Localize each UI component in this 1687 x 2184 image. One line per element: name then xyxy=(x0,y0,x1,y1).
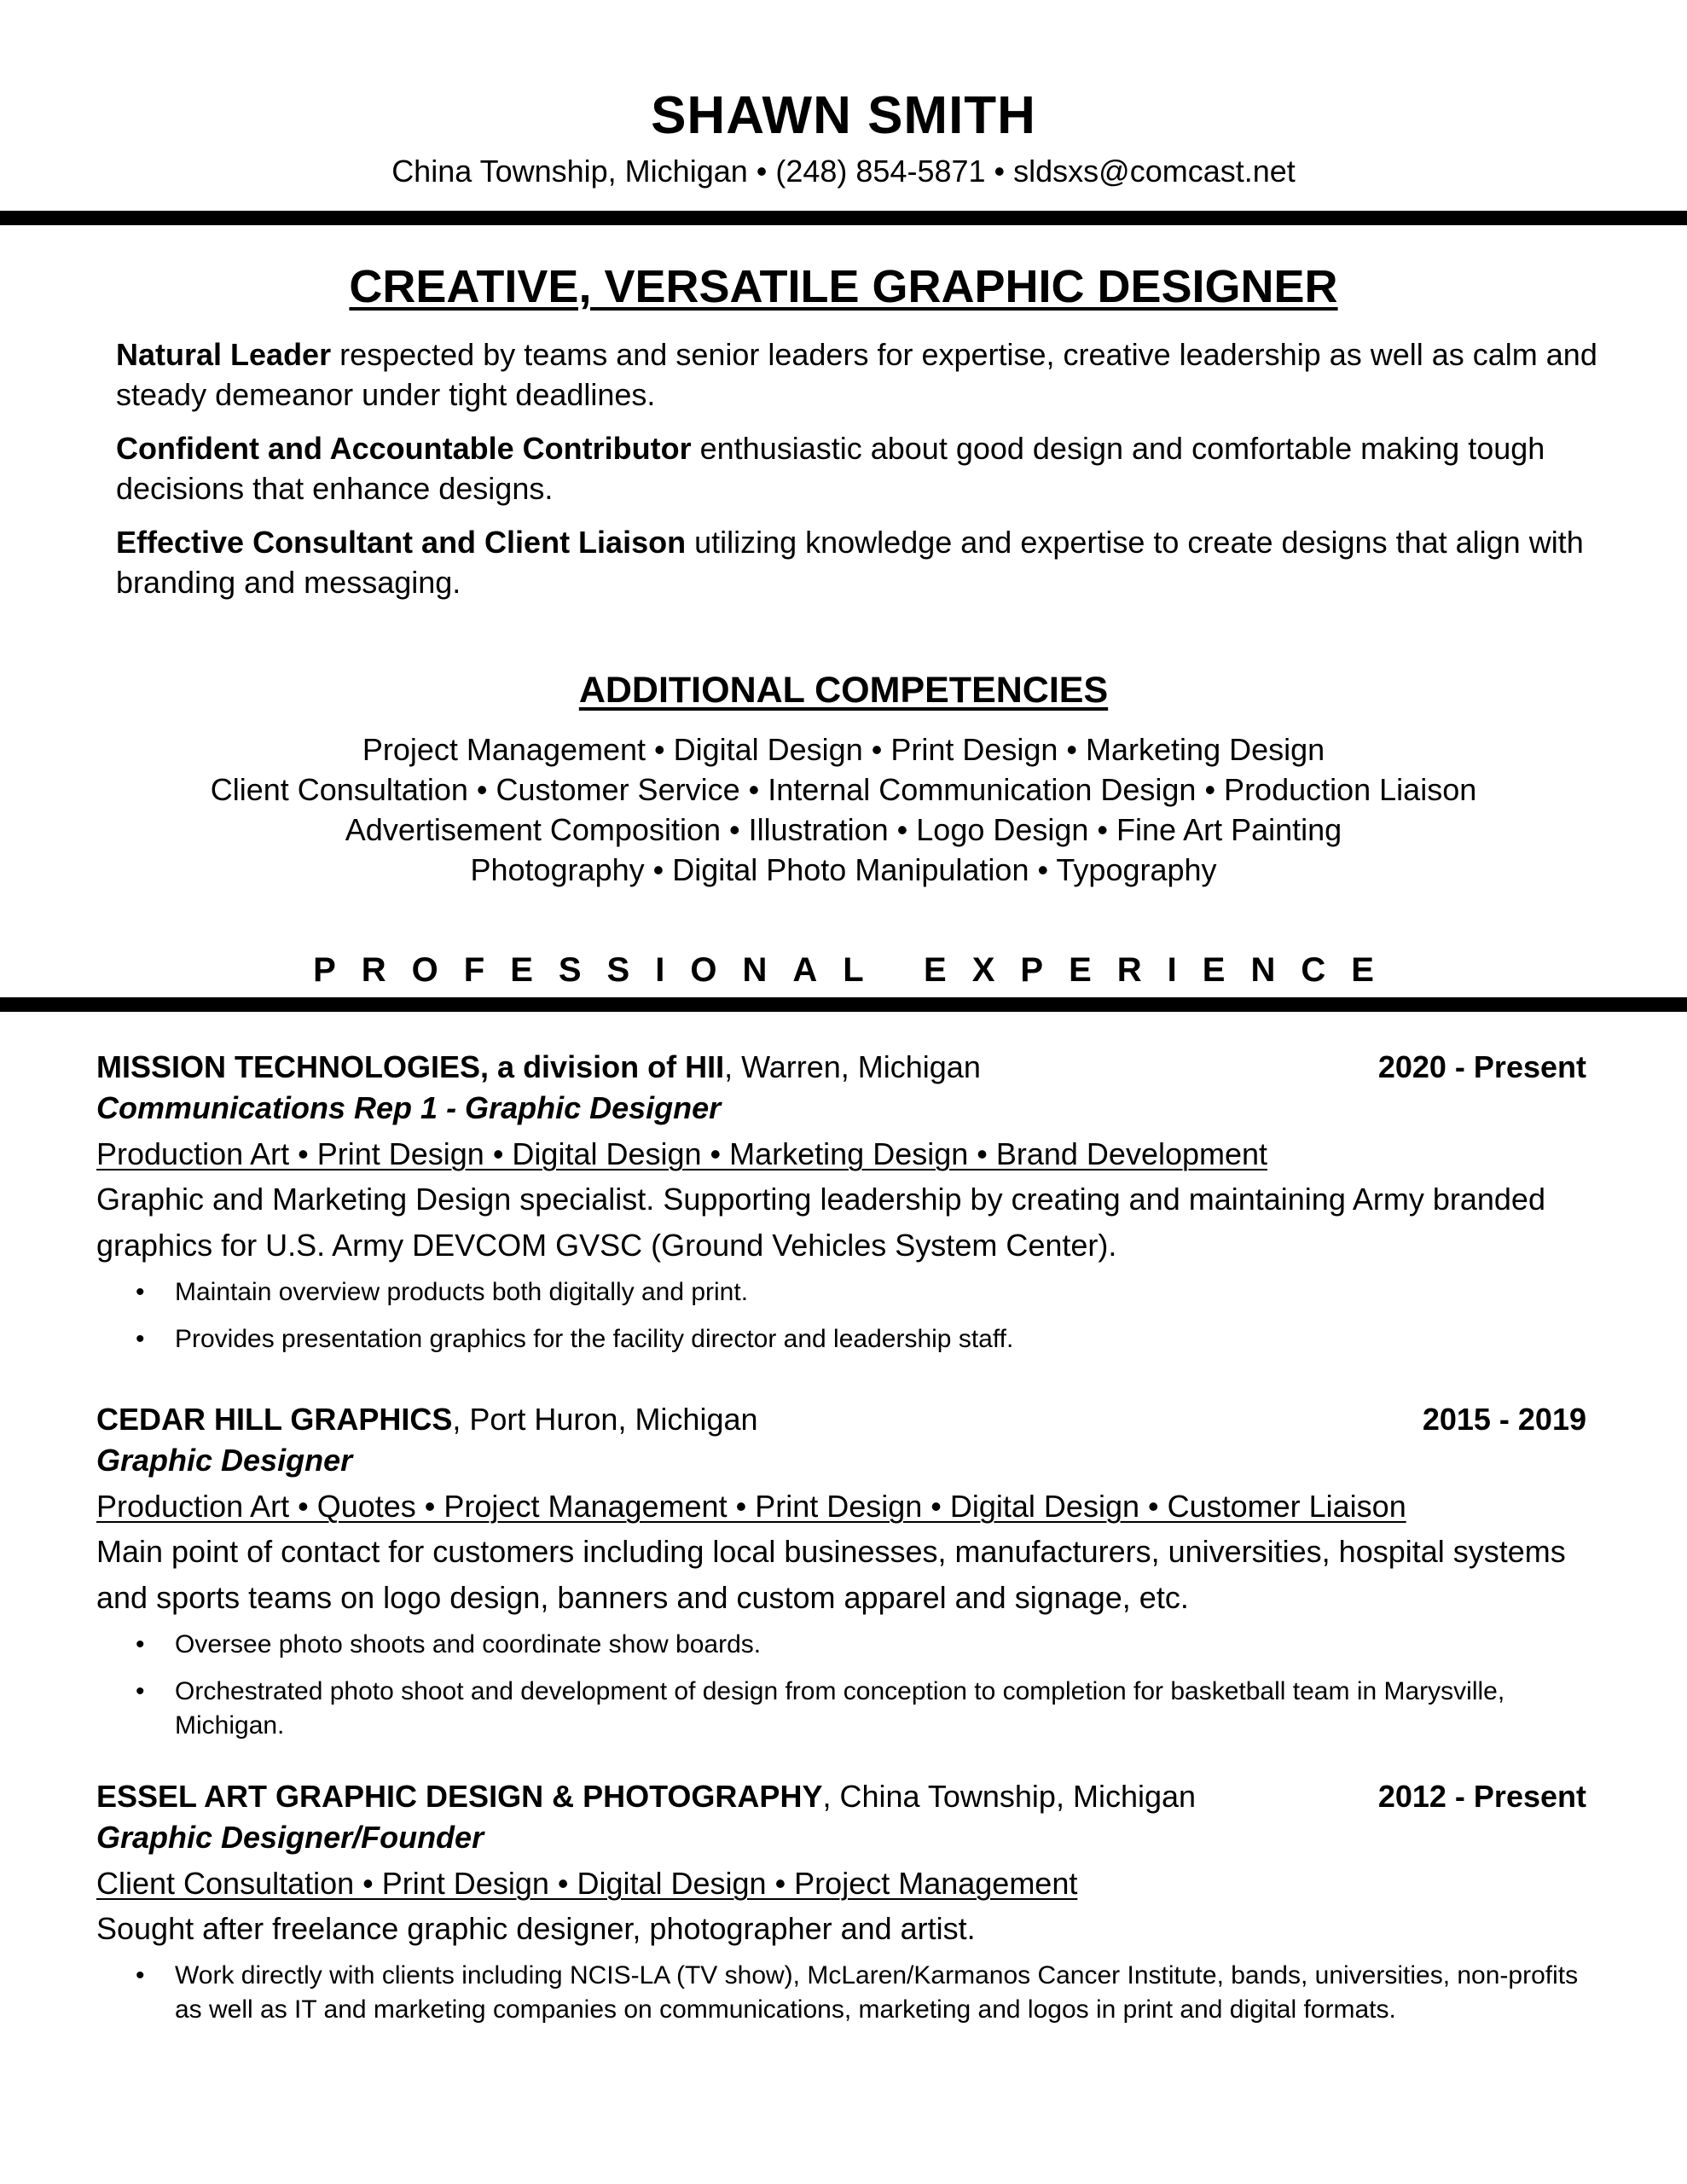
contact-info: China Township, Michigan • (248) 854-5871 • sldsxs@comcast.net xyxy=(391,154,1296,189)
job-header xyxy=(96,1399,1586,1440)
company-location: , Port Huron, Michigan xyxy=(452,1402,758,1437)
job-header xyxy=(96,1047,1586,1088)
experience-divider xyxy=(0,997,1687,1012)
company-location: , Warren, Michigan xyxy=(724,1049,981,1084)
job-bullet: • Maintain overview products both digitally and print. xyxy=(175,1275,1586,1310)
job-title: Graphic Designer/Founder xyxy=(96,1820,484,1855)
summary-lead: Natural Leader xyxy=(116,337,332,372)
summary-item xyxy=(116,522,1600,602)
job-dates: 2012 - Present xyxy=(1377,1779,1586,1814)
summary-text: respected by teams and senior leaders for expertise, creative leadership as well as calm and steady demeanor under tight deadlines. xyxy=(116,337,1597,412)
job-header xyxy=(96,1776,1586,1817)
job-bullets xyxy=(96,1275,1586,1356)
headline-text: CREATIVE, VERSATILE GRAPHIC DESIGNER xyxy=(349,261,1338,312)
company-location: , China Township, Michigan xyxy=(822,1779,1197,1814)
summary-lead: Effective Consultant and Client Liaison xyxy=(116,525,687,560)
job-bullet: • Oversee photo shoots and coordinate show boards. xyxy=(175,1628,1586,1662)
job-bullet: • Orchestrated photo shoot and development of design from conception to completion for basketball team in Marysville, Michigan. xyxy=(175,1675,1586,1743)
job-skills: Production Art • Quotes • Project Management • Print Design • Digital Design • Customer Liaison xyxy=(96,1489,1406,1524)
job-title: Communications Rep 1 - Graphic Designer xyxy=(96,1090,722,1125)
competencies-list xyxy=(0,729,1687,890)
job-bullet: • Provides presentation graphics for the facility director and leadership staff. xyxy=(175,1322,1586,1356)
competencies-line: Project Management • Digital Design • Print Design • Marketing Design xyxy=(362,732,1325,767)
summary-text: utilizing knowledge and expertise to create designs that align with branding and messaging. xyxy=(116,525,1584,600)
job-bullets xyxy=(96,1628,1586,1743)
job-title: Graphic Designer xyxy=(96,1443,353,1478)
summary xyxy=(116,334,1600,616)
job-skills: Production Art • Print Design • Digital Design • Marketing Design • Brand Development xyxy=(96,1136,1268,1171)
job-bullets xyxy=(96,1959,1586,2027)
job-dates: 2015 - 2019 xyxy=(1422,1402,1586,1437)
competencies-line: Photography • Digital Photo Manipulation • Typography xyxy=(470,852,1217,887)
job-bullet: • Work directly with clients including NCIS-LA (TV show), McLaren/Karmanos Cancer Institute, bands, universities, non-profits as well as IT and marketing companies on communications, marketing and logos in print and digital formats. xyxy=(175,1959,1586,2027)
job-description: Main point of contact for customers including local businesses, manufacturers, universities, hospital systems and sports teams on logo design, banners and custom apparel and signage, etc. xyxy=(96,1534,1566,1615)
job-entry xyxy=(96,1047,1586,1369)
header-divider xyxy=(0,211,1687,225)
competencies-heading xyxy=(0,670,1687,712)
job-entry xyxy=(96,1399,1586,1756)
summary-item xyxy=(116,334,1600,415)
job-dates: 2020 - Present xyxy=(1377,1049,1586,1084)
company-name: MISSION TECHNOLOGIES, a division of HII xyxy=(96,1049,725,1084)
job-skills: Client Consultation • Print Design • Digital Design • Project Management xyxy=(96,1866,1078,1901)
competencies-line: Client Consultation • Customer Service • Internal Communication Design • Production Liaison xyxy=(210,772,1477,807)
summary-text: enthusiastic about good design and comfortable making tough decisions that enhance designs. xyxy=(116,431,1545,506)
candidate-name: SHAWN SMITH xyxy=(651,86,1036,145)
job-entry xyxy=(96,1776,1586,2040)
competencies-title: ADDITIONAL COMPETENCIES xyxy=(578,670,1109,711)
company-name: ESSEL ART GRAPHIC DESIGN & PHOTOGRAPHY xyxy=(96,1779,823,1814)
summary-lead: Confident and Accountable Contributor xyxy=(116,431,692,466)
experience-heading: PROFESSIONAL EXPERIENCE xyxy=(313,951,1400,989)
company-name: CEDAR HILL GRAPHICS xyxy=(96,1402,453,1437)
job-description: Sought after freelance graphic designer, photographer and artist. xyxy=(96,1911,976,1946)
job-description: Graphic and Marketing Design specialist. Supporting leadership by creating and maintaining Army branded graphics for U.S. Army DEVCOM GVSC (Ground Vehicles System Center). xyxy=(96,1182,1545,1263)
competencies-line: Advertisement Composition • Illustration • Logo Design • Fine Art Painting xyxy=(345,812,1342,847)
headline xyxy=(0,260,1687,313)
summary-item xyxy=(116,428,1600,508)
